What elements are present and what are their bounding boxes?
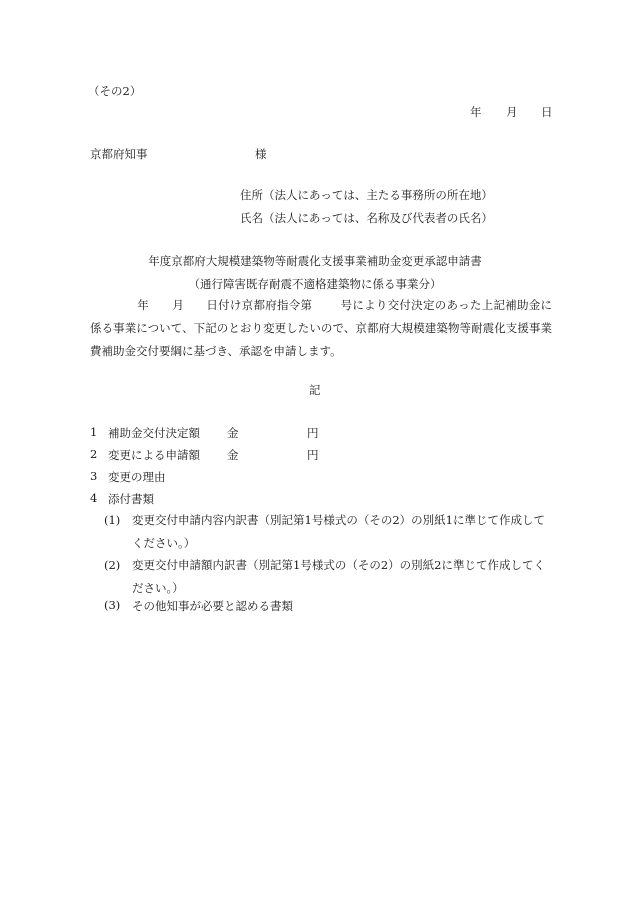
item-1-label: 補助金交付決定額 [108,426,200,440]
body-paragraph [90,294,552,363]
item-3-label: 変更の理由 [108,470,166,484]
date-year-label: 年 [470,105,482,119]
form-number: （その2） [88,84,142,98]
body-date-ref: 日付け京都府指令第 [206,298,313,312]
document-subtitle: （通行障害既存耐震不適格建築物に係る事業分） [188,277,442,291]
ki-heading: 記 [309,383,321,397]
item-1-unit: 円 [307,426,319,440]
date-month-label: 月 [506,105,518,119]
attachment-2-num: (2) [104,558,121,572]
document-title: 年度京都府大規模建築物等耐震化支援事業補助金変更承認申請書 [148,254,482,268]
item-3-num: 3 [90,469,98,483]
item-2-currency: 金 [227,448,239,462]
applicant-name: 氏名（法人にあっては、名称及び代表者の氏名） [240,211,493,225]
attachment-1-text: 変更交付申請内容内訳書（別記第1号様式の（その2）の別紙1に準じて作成してください。） [132,513,545,550]
item-1-num: 1 [90,425,98,439]
attachment-3-num: (3) [104,598,121,612]
attachment-2-text: 変更交付申請額内訳書（別記第1号様式の（その2）の別紙2に準じて作成してください。） [132,558,545,595]
body-month: 月 [172,298,185,312]
item-2-unit: 円 [307,448,319,462]
body-year: 年 [137,298,150,312]
item-2-label: 変更による申請額 [108,448,200,462]
item-2-num: 2 [90,447,98,461]
addressee-name: 京都府知事 [90,147,148,161]
item-4-num: 4 [90,491,98,505]
applicant-address: 住所（法人にあっては、主たる事務所の所在地） [240,188,493,202]
attachment-1-num: (1) [104,513,121,527]
addressee-honorific: 様 [255,147,267,161]
item-4-label: 添付書類 [108,492,154,506]
attachment-3-text: その他知事が必要と認める書類 [132,599,293,613]
body-main: 号により交付決定のあった上記補助金に係る事業について、下記のとおり変更したいので、京都府大規模建築物等耐震化支援事業費補助金交付要綱に基づき、承認を申請します。 [90,298,553,358]
date-day-label: 日 [541,105,553,119]
item-1-currency: 金 [227,426,239,440]
